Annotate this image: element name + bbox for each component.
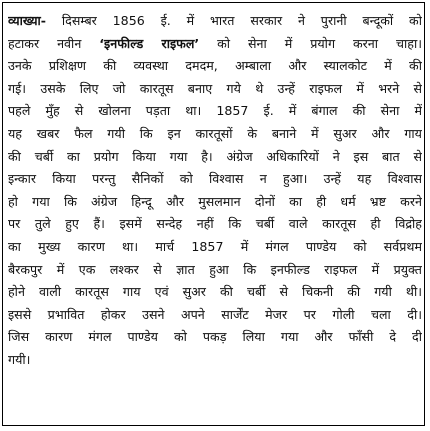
text-line-15: जिस कारण मंगल पाण्डेय को पकड़ लिया गया और फाँसी दे दी [8,329,422,345]
text-line-7: की चर्बी का प्रयोग किया गया है। अंग्रेज अधिकारियों ने इस बात से [8,148,422,164]
text-line-3: उनके प्रशिक्षण की व्यवस्था दमदम, अम्बाला और स्यालकोट में की [8,58,422,74]
text-line-16: गयी। [8,351,31,367]
text-line-10: पर तुले हुए हैं। इसमें सन्देह नहीं कि चर्बी वाले कारतूस ही विद्रोह [8,216,422,232]
heading-label: व्याख्या- [8,13,47,28]
text-line-12: बैरकपुर में एक लश्कर से ज्ञात हुआ कि इनफील्ड राइफल में प्रयुक्त [8,261,422,277]
text-line-5: पहले मुँह से खोलना पड़ता था। 1857 ई. में बंगाल की सेना में [8,103,422,119]
line-2-text-b: को सेना में प्रयोग करना चाहा। [199,35,422,51]
line-2-text-a: हटाकर नवीन [8,35,100,51]
text-line-6: यह खबर फैल गयी कि इन कारतूसों के बनाने में सुअर और गाय [8,125,422,141]
text-line-9: हो गया कि अंग्रेज हिन्दू और मुसलमान दोनों का ही धर्म भ्रष्ट करने [8,193,422,209]
text-line-2 [8,33,422,56]
text-line-14: इससे प्रभावित होकर उसने अपने सार्जेंट मेजर पर गोली चला दी। [8,306,422,322]
text-box [2,2,425,426]
text-line-4: गई। उसके लिए जो कारतूस बनाए गये थे उन्हें राइफल में भरने से [8,80,422,96]
explanation-paragraph [8,10,422,372]
text-line-11: का मुख्य कारण था। मार्च 1857 में मंगल पाण्डेय को सर्वप्रथम [8,238,422,254]
enfield-rifle-term: ‘इनफील्ड राइफल’ [99,35,200,51]
text-line-8: इन्कार किया परन्तु सैनिकों को विश्वास न हुआ। उन्हें यह विश्वास [8,171,422,187]
text-line-1 [8,10,422,33]
text-line-13: होने वाली कारतूस गाय एवं सुअर की चर्बी से चिकनी की गयी थी। [8,284,422,300]
line-1-text: दिसम्बर 1856 ई. में भारत सरकार ने पुरानी बन्दूकों को [46,13,422,28]
